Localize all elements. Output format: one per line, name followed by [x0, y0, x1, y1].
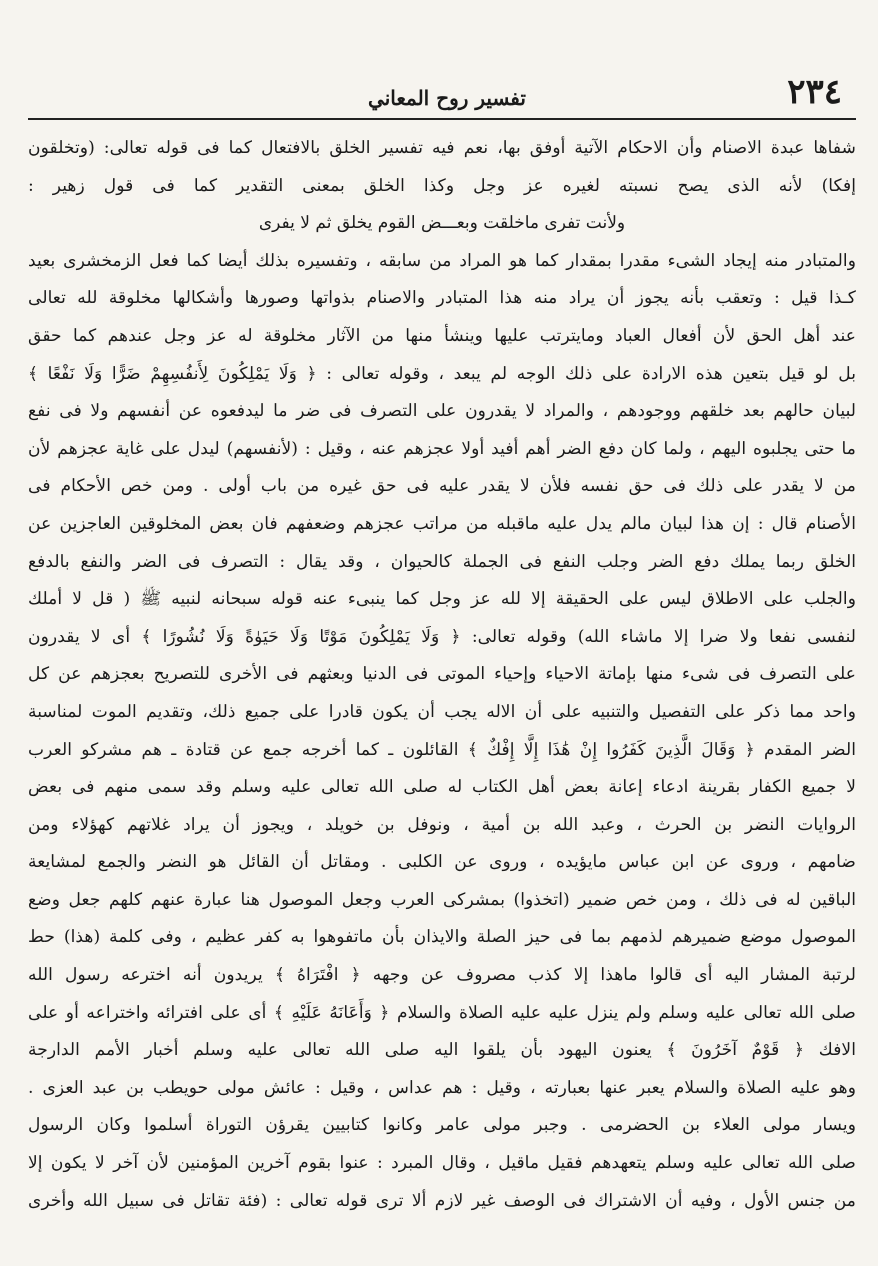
text-line: بل لو قيل بتعين هذه الارادة على ذلك الوجه لم يبعد ، وقوله تعالى : ﴿ وَلَا يَمْلِكُونَ لِأَنفُسِهِمْ ضَرًّا وَلَا نَفْعًا ﴾: [28, 363, 856, 384]
text-line: الأصنام قال : إن هذا لبيان مالم يدل عليه ماقبله من مراتب عجزهم وضعفهم فان بعض المخلوقين العاجزين عن: [28, 513, 856, 534]
text-line: كـذا قيل : وتعقب بأنه يجوز أن يراد منه هذا المتبادر والاصنام بذواتها وصورها وأشكالها مخلوقة لله تعالى: [28, 288, 856, 309]
text-line: صلى الله تعالى عليه وسلم يتعهدهم فقيل ماقيل ، وقال المبرد : عنوا بقوم آخرين المؤمنين لأن آخر لا يكون إلا: [28, 1153, 856, 1174]
book-page: [28, 72, 856, 1252]
text-line: الباقين له فى ذلك ، ومن خص ضمير (اتخذوا) بمشركى العرب وجعل الموصول هنا عبارة عنهم كلهم جعل وضع: [28, 889, 856, 910]
text-line: ويسار مولى العلاء بن الحضرمى . وجبر مولى عامر وكانوا كتابيين يقرؤن التوراة أسلموا وكان الرسول: [28, 1115, 856, 1136]
text-line: من لا يقدر على ذلك فى حق نفسه فلأن لا يقدر عليه فى حق غيره من باب أولى . ومن خص الأحكام فى: [28, 476, 856, 497]
page-header: [28, 72, 856, 120]
text-line: لرتبة المشار اليه أى قالوا ماهذا إلا كذب مصروف عن وجهه ﴿ افْتَرَاهُ ﴾ يريدون أنه اخترعه رسول الله: [28, 965, 856, 986]
text-line: واحد مما ذكر على التفصيل والتنبيه على أن الاله يجب أن يكون قادرا على جميع ذلك، وتقديم الموت لمناسبة: [28, 701, 856, 722]
text-line: شفاها عبدة الاصنام وأن الاحكام الآتية أوفق بها، نعم فيه تفسير الخلق بالافتعال كما فى قوله تعالى: (وتخلقون: [28, 138, 856, 158]
text-line: لبيان حالهم بعد خلقهم ووجودهم ، والمراد لا يقدرون على التصرف فى ضر ما ليدفعوه عن أنفسهم ولا فى نفع: [28, 401, 856, 422]
text-line: وهو عليه الصلاة والسلام يعبر عنها بعبارته ، وقيل : هم عداس ، وقيل : عائش مولى حويطب بن عبد العزى .: [28, 1077, 856, 1098]
text-line: إفكا) لأنه الذى يصح نسبته لغيره عز وجل وكذا الخلق بمعنى التقدير كما فى قول زهير :: [28, 175, 856, 196]
text-line: ضامهم ، وروى عن ابن عباس مايؤيده ، وروى عن الكلبى . ومقاتل أن القائل هو النضر والجمع لمشايعة: [28, 852, 856, 873]
text-line: ما حتى يجلبوه اليهم ، ولما كان دفع الضر أهم أفيد أولا عجزهم عنه ، وقيل : (لأنفسهم) ليدل على غاية عجزهم لأن: [28, 438, 856, 459]
text-line: على التصرف فى شىء منها بإماتة الاحياء وإحياء الموتى فى الدنيا وبعثهم فى الأخرى للتصريح بعجزهم عن كل: [28, 664, 856, 685]
header-rule: [28, 118, 856, 120]
text-line: الافك ﴿ قَوْمٌ آخَرُونَ ﴾ يعنون اليهود بأن يلقوا اليه صلى الله تعالى عليه وسلم أخبار الأمم الدارجة: [28, 1040, 856, 1061]
text-line: صلى الله تعالى عليه وسلم ولم ينزل عليه عليه الصلاة والسلام ﴿ وَأَعَانَهُ عَلَيْهِ ﴾ أى على افترائه واختراعه أو على: [28, 1002, 856, 1023]
text-line: الضر المقدم ﴿ وَقَالَ الَّذِينَ كَفَرُوا إِنْ هَٰذَا إِلَّا إِفْكٌ ﴾ القائلون ـ كما أخرجه جمع عن قتادة ـ هم مشركو العرب: [28, 739, 856, 760]
body-text: [28, 130, 856, 1220]
text-line: والجلب على الاطلاق ليس على الحقيقة إلا لله عز وجل كما ينبىء عنه قوله سبحانه لنبيه ﷺ ( قل لا أملك: [28, 589, 856, 610]
page-number: ٢٣٤: [787, 72, 842, 112]
text-line: الموصول موضع ضميرهم لذمهم بما فى حيز الصلة والايذان بأن ماتفوهوا به كفر عظيم ، وفى كلمة (هذا) حط: [28, 927, 856, 948]
text-line: الروايات النضر بن الحرث ، وعبد الله بن أمية ، ونوفل بن خويلد ، ويجوز أن يراد غلاتهم كهؤلاء ومن: [28, 814, 856, 835]
running-title: تفسير روح المعاني: [368, 86, 526, 110]
text-line: الخلق ربما يملك دفع الضر وجلب النفع فى الجملة كالحيوان ، وقد يقال : التصرف فى الضر والنفع بالدفع: [28, 551, 856, 572]
text-line: عند أهل الحق لأن أفعال العباد ومايترتب عليها وينشأ منها من الآثار مخلوقة له عز وجل عندهم كما حقق: [28, 325, 856, 346]
poetry-verse: ولأنت تفرى ماخلقت وبعـــض القوم يخلق ثم لا يفرى: [258, 213, 626, 234]
text-line: من جنس الأول ، وفيه أن الاشتراك فى الوصف غير لازم ألا ترى قوله تعالى : (فئة تقاتل فى سبيل الله وأخرى: [28, 1190, 856, 1211]
text-line: لنفسى نفعا ولا ضرا إلا ماشاء الله) وقوله تعالى: ﴿ وَلَا يَمْلِكُونَ مَوْتًا وَلَا حَيَوٰةً وَلَا نُشُورًا ﴾ أى لا يقدرون: [28, 626, 856, 647]
text-line: لا جميع الكفار بقرينة ادعاء إعانة بعض أهل الكتاب له صلى الله تعالى عليه وسلم وقد سمى منهم فى بعض: [28, 777, 856, 798]
text-line: والمتبادر منه إيجاد الشىء مقدرا بمقدار كما هو المراد من سابقه ، وتفسيره بذلك أيضا كما فعل الزمخشرى بعيد: [28, 250, 856, 271]
